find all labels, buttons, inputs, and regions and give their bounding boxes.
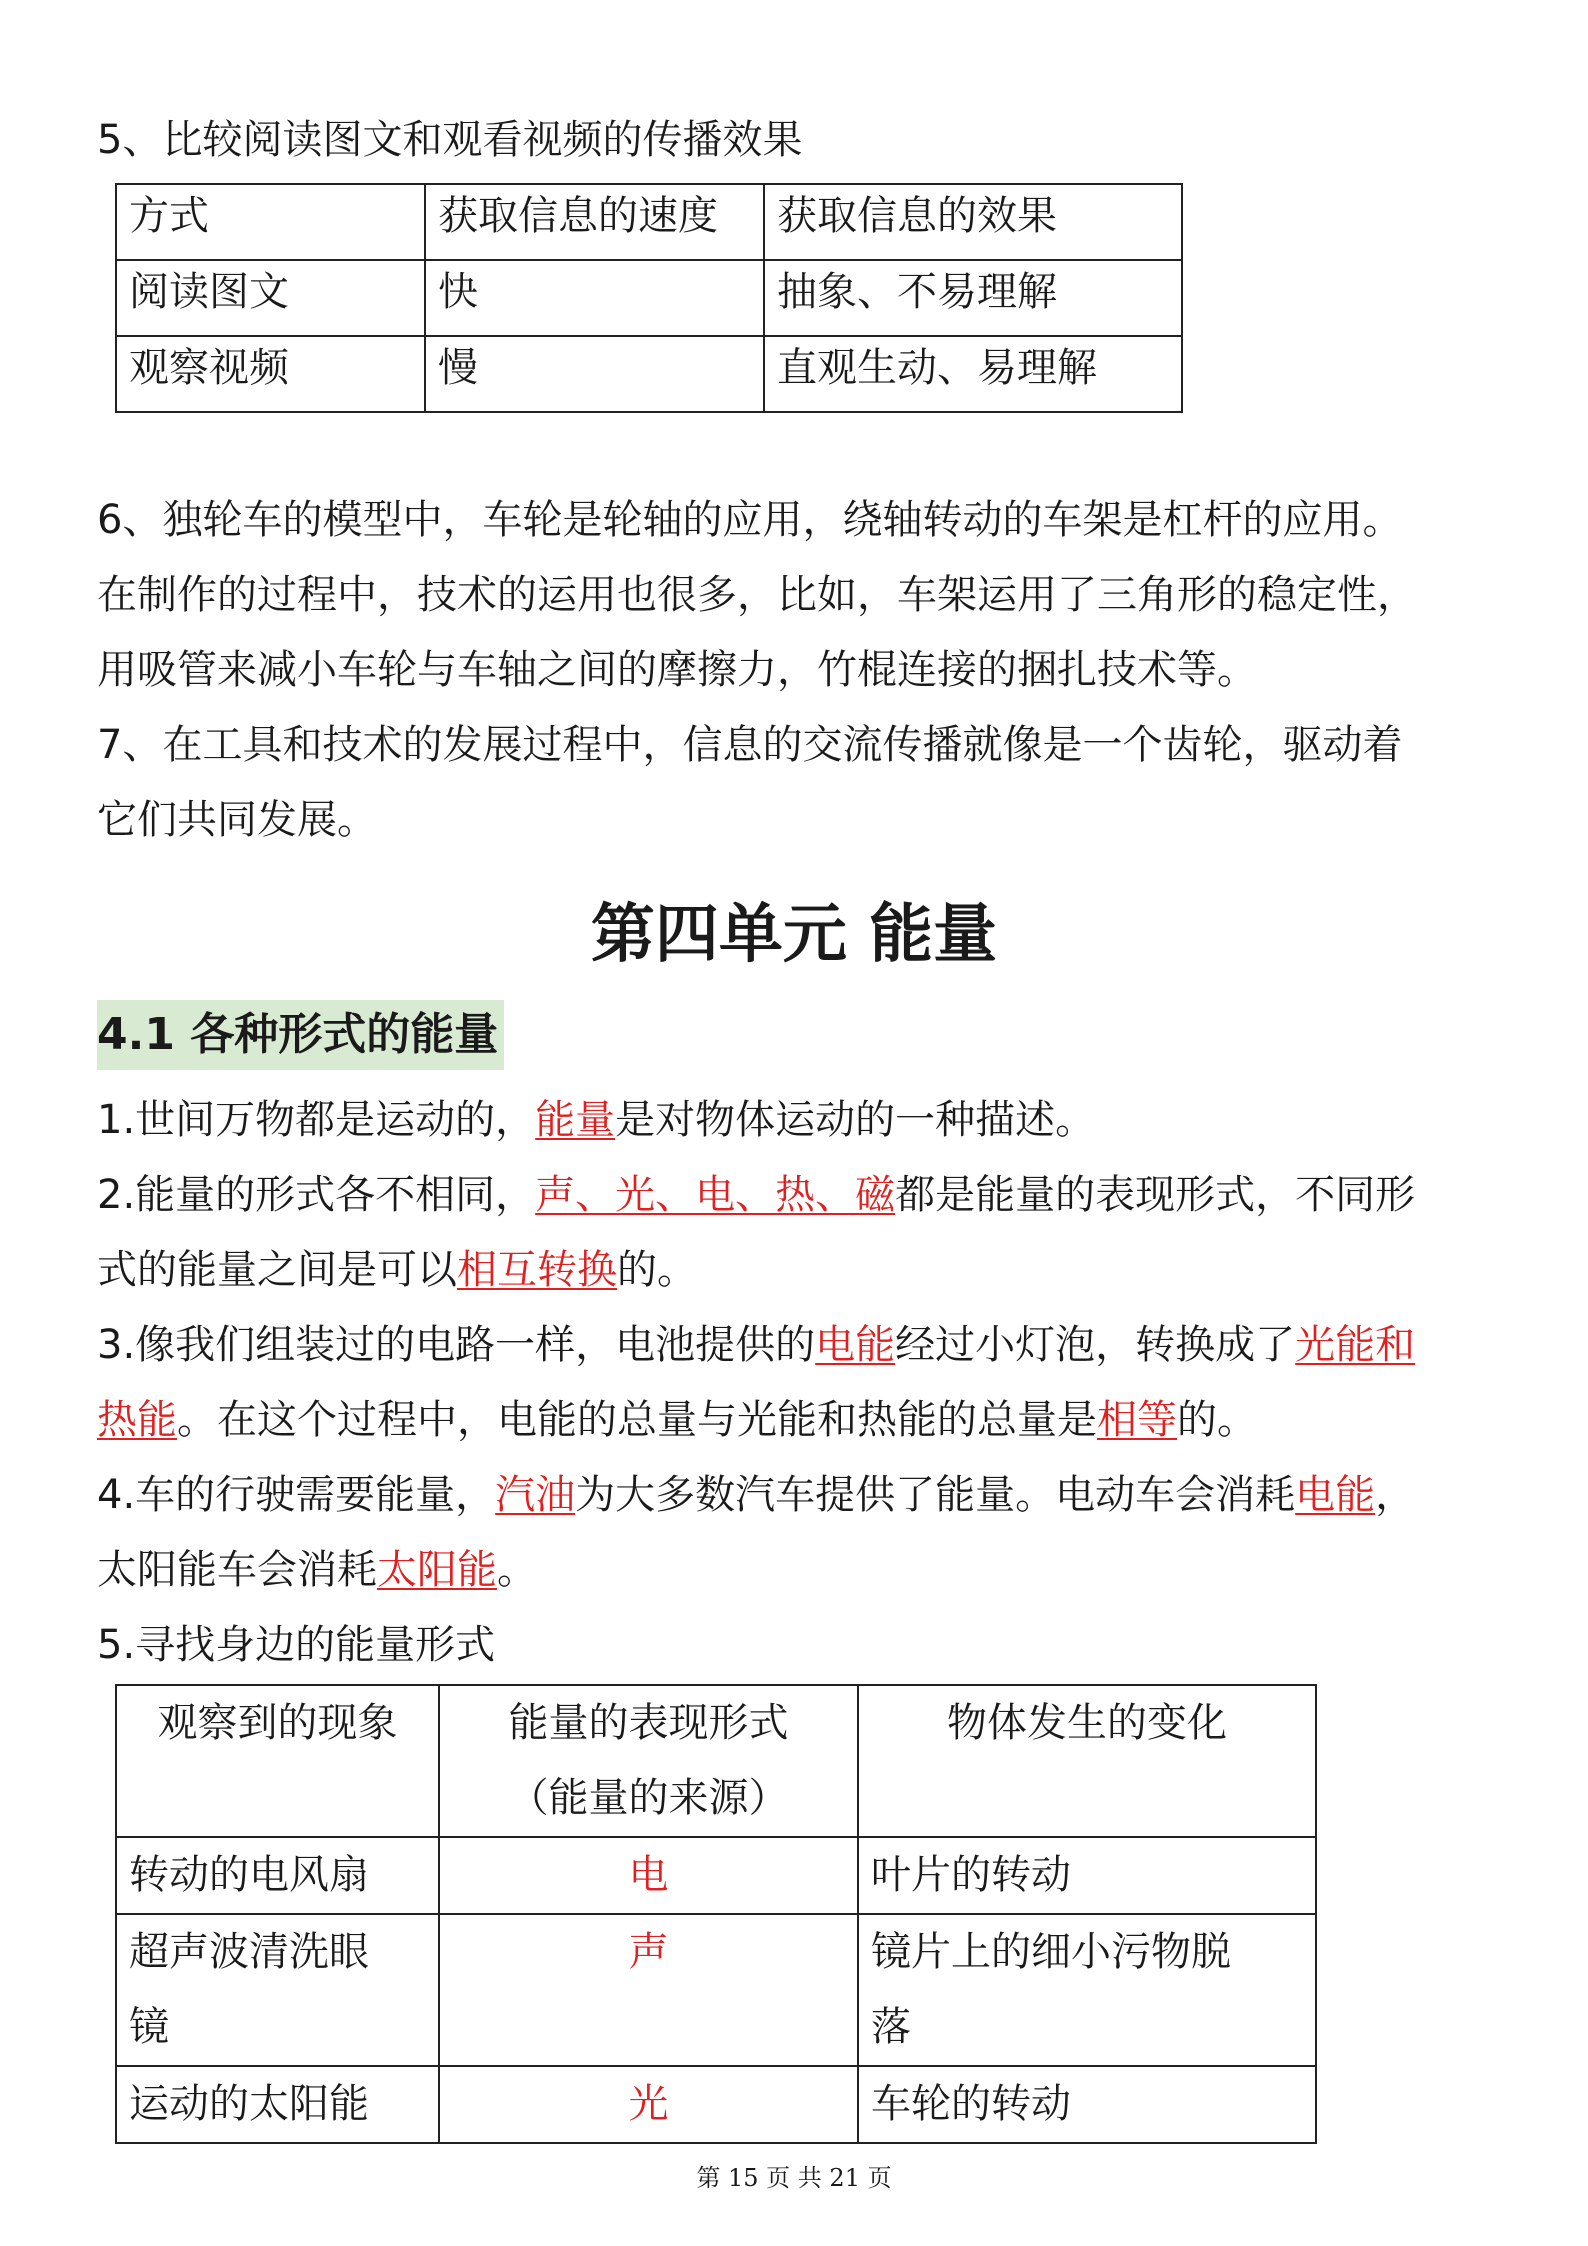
table-cell: 镜片上的细小污物脱 落 <box>858 1914 1316 2066</box>
table-header-row <box>116 1685 1316 1837</box>
table-cell: 直观生动、易理解 <box>764 336 1182 412</box>
highlight-term: 相等 <box>1097 1397 1177 1443</box>
table-header-cell: 能量的表现形式 （能量的来源） <box>439 1685 858 1837</box>
table-header-cell: 物体发生的变化 <box>858 1685 1316 1837</box>
table-cell: 快 <box>425 260 764 336</box>
table-cell: 运动的太阳能 <box>116 2066 439 2143</box>
table-cell: 叶片的转动 <box>858 1837 1316 1914</box>
table-cell: 阅读图文 <box>116 260 425 336</box>
table-header-cell: 获取信息的效果 <box>764 184 1182 260</box>
unit-title: 第四单元 能量 <box>590 897 998 972</box>
table-cell: 车轮的转动 <box>858 2066 1316 2143</box>
table-row <box>116 2066 1316 2143</box>
point-3-line-2: 热能。在这个过程中，电能的总量与光能和热能的总量是相等的。 <box>97 1397 1257 1443</box>
q6-line-3: 用吸管来减小车轮与车轴之间的摩擦力，竹棍连接的捆扎技术等。 <box>97 647 1257 693</box>
highlight-term: 电能 <box>815 1322 896 1368</box>
highlight-term: 太阳能 <box>377 1547 497 1593</box>
point-3-line-1: 3.像我们组装过的电路一样，电池提供的电能经过小灯泡，转换成了光能和 <box>97 1322 1416 1368</box>
table-row <box>116 336 1182 412</box>
energy-forms-table <box>115 1684 1317 2144</box>
table-cell: 抽象、不易理解 <box>764 260 1182 336</box>
highlight-term: 电能 <box>1295 1472 1376 1518</box>
highlight-term: 汽油 <box>495 1472 576 1518</box>
page-footer: 第 15 页 共 21 页 <box>696 2164 892 2192</box>
highlight-term: 相互转换 <box>457 1247 617 1293</box>
point-2-line-2: 式的能量之间是可以相互转换的。 <box>97 1247 697 1293</box>
table-cell: 转动的电风扇 <box>116 1837 439 1914</box>
table-cell: 光 <box>439 2066 858 2143</box>
q6-line-1: 6、独轮车的模型中，车轮是轮轴的应用，绕轴转动的车架是杠杆的应用。 <box>97 497 1403 543</box>
table-cell: 超声波清洗眼 镜 <box>116 1914 439 2066</box>
point-5: 5.寻找身边的能量形式 <box>97 1622 496 1668</box>
point-4-line-2: 太阳能车会消耗太阳能。 <box>97 1547 537 1593</box>
point-1: 1.世间万物都是运动的，能量是对物体运动的一种描述。 <box>97 1097 1096 1143</box>
table-cell: 声 <box>439 1914 858 2066</box>
point-2-line-1: 2.能量的形式各不相同，声、光、电、热、磁都是能量的表现形式，不同形 <box>97 1172 1416 1218</box>
q7-line-2: 它们共同发展。 <box>97 797 377 843</box>
table-row <box>116 1837 1316 1914</box>
q6-line-2: 在制作的过程中，技术的运用也很多，比如，车架运用了三角形的稳定性， <box>97 572 1417 618</box>
table-header-row <box>116 184 1182 260</box>
table-header-cell: 获取信息的速度 <box>425 184 764 260</box>
section-title: 4.1 各种形式的能量 <box>97 1000 504 1070</box>
highlight-term: 热能 <box>97 1397 177 1443</box>
table-row <box>116 260 1182 336</box>
highlight-term: 光能和 <box>1295 1322 1416 1368</box>
q7-line-1: 7、在工具和技术的发展过程中，信息的交流传播就像是一个齿轮，驱动着 <box>97 722 1403 768</box>
table-row <box>116 1914 1316 2066</box>
comparison-table <box>115 183 1183 413</box>
table-header-cell: 观察到的现象 <box>116 1685 439 1837</box>
highlight-term: 声、光、电、热、磁 <box>535 1172 896 1218</box>
question-5-title: 5、比较阅读图文和观看视频的传播效果 <box>97 117 803 163</box>
table-cell: 观察视频 <box>116 336 425 412</box>
table-header-cell: 方式 <box>116 184 425 260</box>
highlight-term: 能量 <box>535 1097 616 1143</box>
table-cell: 慢 <box>425 336 764 412</box>
point-4-line-1: 4.车的行驶需要能量，汽油为大多数汽车提供了能量。电动车会消耗电能， <box>97 1472 1416 1518</box>
table-cell: 电 <box>439 1837 858 1914</box>
